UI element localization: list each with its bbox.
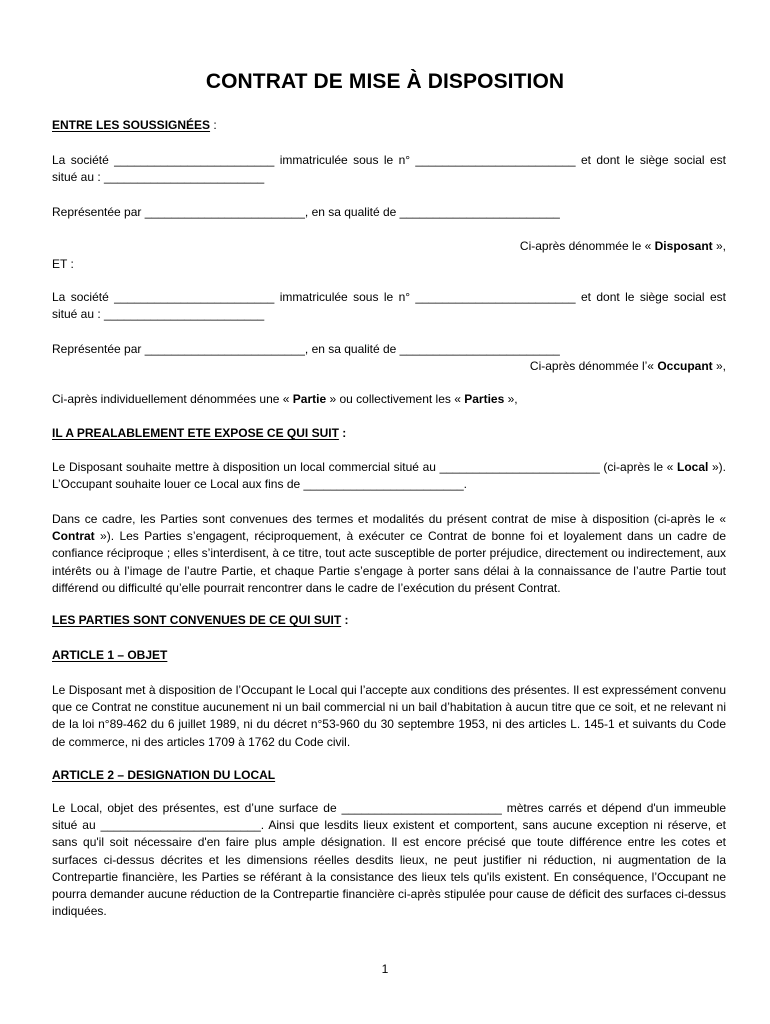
party1-designation: [52, 238, 726, 255]
preamble-p2-text2: »). Les Parties s’engagent, réciproquement, à exécuter ce Contrat de bonne foi et loyalement dans un cadre de confiance réciproque ; elles s’interdisent, à ce titre, tout acte susceptible de porter préjudice, directement ou indirectement, aux intérêts ou à l’image de l’autre Partie, et chaque Partie s’engage à porter sans délai à la connaissance de l’autre Partie tout différend ou difficulté qu’elle pourrait rencontrer dans le cadre de l’exécution du présent Contrat.: [52, 529, 726, 595]
party2-company-line: La société ________________________ immatriculée sous le n° ________________________ et dont le siège social est situé au : ________________________: [52, 290, 726, 322]
parties-term2: Parties: [464, 392, 505, 406]
parties-definition-line: [52, 391, 726, 408]
preamble-paragraph-1: [52, 459, 726, 493]
article2-heading: ARTICLE 2 – DESIGNATION DU LOCAL: [52, 768, 276, 782]
between-heading-text: ENTRE LES SOUSSIGNÉES: [52, 118, 211, 132]
article2-text: Le Local, objet des présentes, est d’une surface de ________________________ mètres carrés et dépend d'un immeuble situé au ________________________. Ainsi que lesdits lieux existent et comportent, sans aucune exception ni réserve, et sans qu'il soit nécessaire d'en faire plus ample désignation. Il est encore précisé que toute différence entre les cotes et surfaces ci-dessus décrites et les dimensions réelles desdits lieux, ne peut justifier ni réduction, ni augmentation de la Contrepartie financière, les Parties se référant à la consistance des lieux tels qu'ils existent. En conséquence, l’Occupant ne pourra demander aucune réduction de la Contrepartie financière ci-après stipulée pour cause de déficit des surfaces ci-dessus indiquées.: [52, 801, 726, 919]
party1-designation-suffix: »,: [712, 239, 726, 253]
between-heading: [52, 117, 726, 134]
local-term: Local: [677, 460, 709, 474]
preamble-heading-text: IL A PREALABLEMENT ETE EXPOSE CE QUI SUIT: [52, 426, 339, 440]
preamble-heading: [52, 425, 726, 442]
party2-designation-suffix: »,: [712, 359, 726, 373]
parties-text1: Ci-après individuellement dénommées une «: [52, 392, 293, 406]
parties-term1: Partie: [292, 392, 327, 406]
party1-designation-term: Disposant: [654, 239, 713, 253]
between-heading-suffix: :: [210, 118, 217, 132]
party2-designation: [52, 358, 726, 375]
page-number: 1: [381, 962, 389, 976]
preamble-p1-text1: Le Disposant souhaite mettre à disposition un local commercial situé au ________________________ (ci-après le «: [52, 460, 677, 474]
agreed-heading: [52, 612, 726, 629]
article1-text: Le Disposant met à disposition de l’Occupant le Local qui l’accepte aux conditions des présentes. Il est expressément convenu que ce Contrat ne constitue aucunement ni un bail commercial ni un bail d’habitation à aucun titre que ce soit, et ne relevant ni de la loi n°89-462 du 6 juillet 1989, ni du décret n°53-960 du 30 septembre 1953, ni des articles L. 145-1 et suivants du Code de commerce, ni des articles 1709 à 1762 du Code civil.: [52, 683, 726, 749]
party1-designation-prefix: Ci-après dénommée le «: [519, 239, 655, 253]
agreed-heading-text: LES PARTIES SONT CONVENUES DE CE QUI SUIT: [52, 613, 342, 627]
agreed-heading-suffix: :: [341, 613, 349, 627]
party2-designation-prefix: Ci-après dénommée l’«: [529, 359, 658, 373]
party1-company-line: La société ________________________ immatriculée sous le n° ________________________ et dont le siège social est situé au : ________________________: [52, 153, 726, 185]
article1-heading: ARTICLE 1 – OBJET: [52, 648, 168, 662]
party2-represented-line: Représentée par ________________________, en sa qualité de ________________________: [52, 342, 560, 356]
contrat-term: Contrat: [52, 529, 95, 544]
preamble-heading-suffix: :: [338, 426, 347, 440]
party1-represented-line: Représentée par ________________________, en sa qualité de ________________________: [52, 205, 560, 219]
et-label: ET :: [52, 257, 74, 271]
preamble-p1-text2: »). L’Occupant souhaite louer ce Local aux fins de ________________________.: [52, 460, 726, 492]
preamble-p2-text1: Dans ce cadre, les Parties sont convenues des termes et modalités du présent contrat de mise à disposition (ci-après le «: [52, 512, 726, 526]
parties-text3: »,: [504, 392, 518, 406]
parties-text2: » ou collectivement les «: [326, 392, 465, 406]
document-title: CONTRAT DE MISE À DISPOSITION: [205, 70, 565, 93]
party2-designation-term: Occupant: [657, 359, 713, 373]
preamble-paragraph-2: [52, 511, 726, 597]
